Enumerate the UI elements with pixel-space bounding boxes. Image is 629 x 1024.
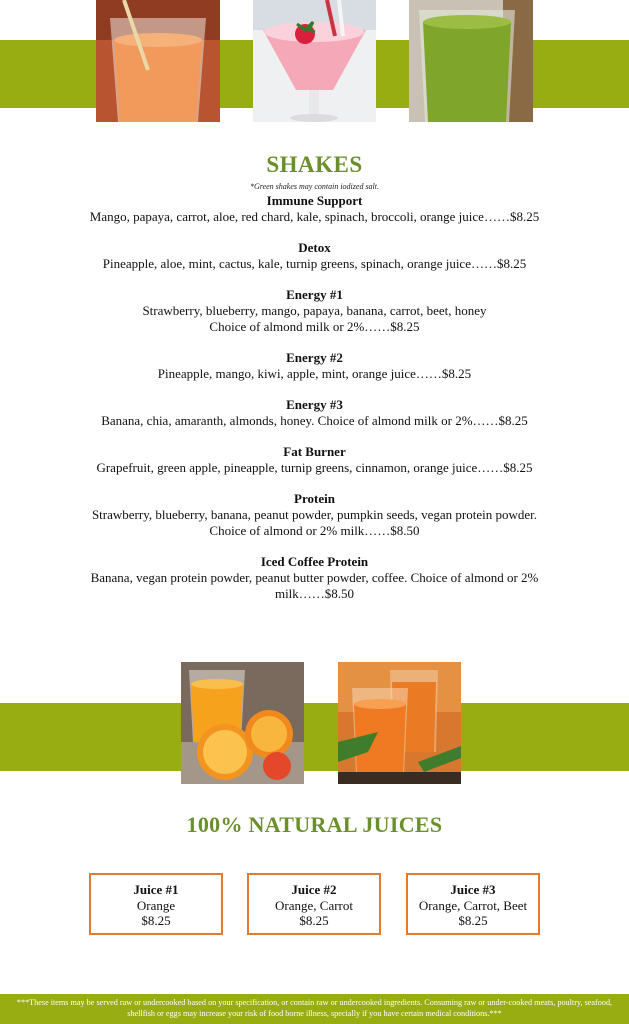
carrot-juice-photo (338, 662, 461, 784)
orange-juice-photo (181, 662, 304, 784)
menu-item (60, 491, 569, 539)
item-name: Immune Support (266, 193, 363, 208)
item-name: Energy #2 (286, 350, 343, 365)
strawberry-shake-photo (253, 0, 376, 122)
green-shakes-note: *Green shakes may contain iodized salt. (249, 182, 379, 191)
juice-description: Orange, Carrot (275, 898, 353, 913)
juice-name: Juice #2 (291, 882, 337, 897)
item-description: Pineapple, mango, kiwi, apple, mint, orange juice……$8.25 (157, 366, 472, 381)
juice-card (89, 873, 223, 935)
shakes-menu (60, 193, 569, 617)
item-description: milk……$8.50 (274, 586, 355, 601)
menu-item (60, 397, 569, 429)
juice-price: $8.25 (141, 913, 171, 928)
item-name: Protein (294, 491, 335, 506)
juice-price: $8.25 (458, 913, 488, 928)
item-name: Detox (298, 240, 331, 255)
item-description: Choice of almond milk or 2%……$8.25 (209, 319, 420, 334)
item-name: Energy #3 (286, 397, 343, 412)
item-description: Choice of almond or 2% milk……$8.50 (209, 523, 420, 538)
menu-item (60, 193, 569, 225)
peach-smoothie-photo (96, 0, 220, 122)
item-description: Grapefruit, green apple, pineapple, turnip greens, cinnamon, orange juice……$8.25 (96, 460, 533, 475)
food-safety-disclaimer: ***These items may be served raw or undercooked based on your specification, or contain raw or undercooked ingredients. Consuming raw or under-cooked meats, poultry, seafood, shellfish or eggs may increase your risk of food borne illness, specially if you have certain medical conditions.*** (0, 994, 629, 1024)
juice-name: Juice #3 (450, 882, 496, 897)
juice-description: Orange, Carrot, Beet (418, 898, 528, 913)
green-smoothie-photo (409, 0, 533, 122)
item-description: Banana, chia, amaranth, almonds, honey. Choice of almond milk or 2%……$8.25 (101, 413, 528, 428)
item-description: Pineapple, aloe, mint, cactus, kale, turnip greens, spinach, orange juice……$8.25 (102, 256, 527, 271)
juice-price: $8.25 (299, 913, 329, 928)
juice-card (406, 873, 540, 935)
item-description: Banana, vegan protein powder, peanut butter powder, coffee. Choice of almond or 2% (90, 570, 539, 585)
item-description: Strawberry, blueberry, mango, papaya, banana, carrot, beet, honey (142, 303, 487, 318)
juice-description: Orange (136, 898, 176, 913)
juice-name: Juice #1 (133, 882, 179, 897)
item-description: Strawberry, blueberry, banana, peanut powder, pumpkin seeds, vegan protein powder. (91, 507, 538, 522)
item-name: Energy #1 (286, 287, 343, 302)
menu-item (60, 444, 569, 476)
middle-green-band (0, 703, 629, 771)
shakes-title: SHAKES (266, 152, 363, 177)
item-description: Mango, papaya, carrot, aloe, red chard, kale, spinach, broccoli, orange juice……$8.25 (89, 209, 540, 224)
juices-title: 100% NATURAL JUICES (186, 812, 443, 837)
menu-item (60, 554, 569, 602)
menu-item (60, 287, 569, 335)
menu-item (60, 350, 569, 382)
menu-item (60, 240, 569, 272)
item-name: Fat Burner (283, 444, 346, 459)
item-name: Iced Coffee Protein (260, 554, 369, 569)
juice-card (247, 873, 381, 935)
